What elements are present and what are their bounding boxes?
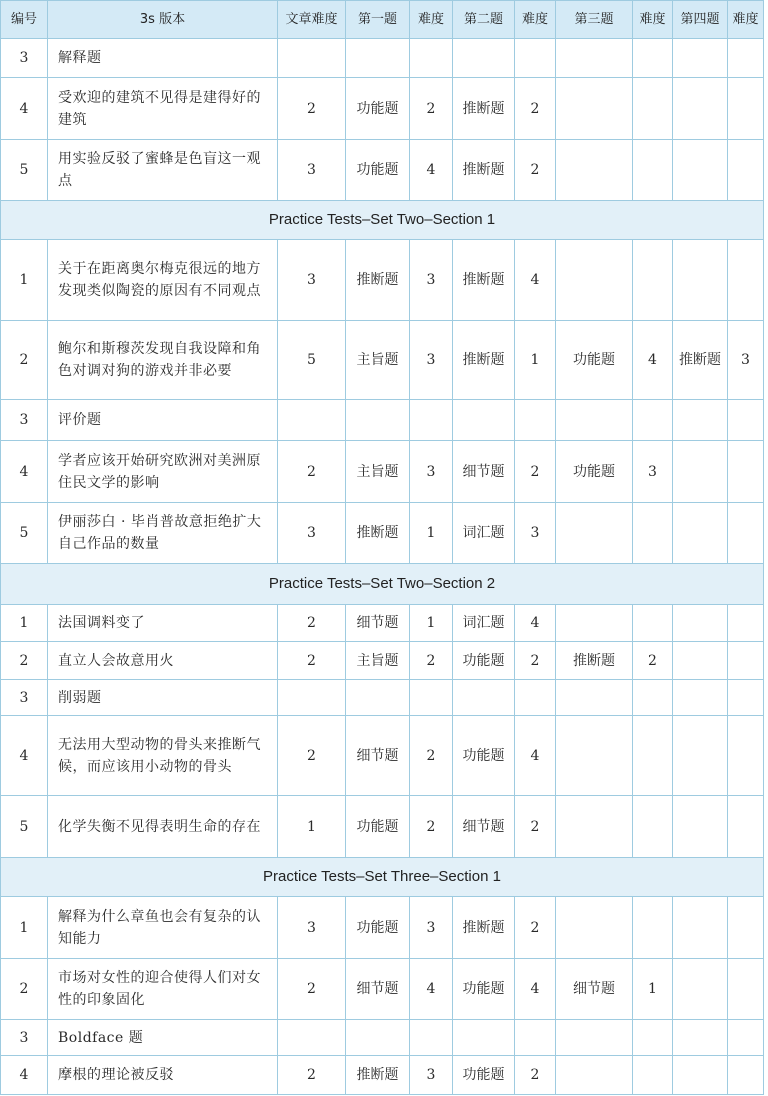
article-difficulty: 1 <box>278 796 346 858</box>
q1-difficulty: 1 <box>410 503 453 564</box>
row-number: 4 <box>1 1056 48 1095</box>
q2-difficulty: 3 <box>515 503 556 564</box>
q2-type: 推断题 <box>453 140 515 201</box>
q1-difficulty: 4 <box>410 140 453 201</box>
header-q3-difficulty: 难度 <box>633 1 673 39</box>
q3-type: 功能题 <box>556 441 633 503</box>
q4-difficulty <box>728 78 764 140</box>
q4-difficulty <box>728 240 764 321</box>
article-difficulty <box>278 400 346 441</box>
article-difficulty: 2 <box>278 78 346 140</box>
q4-difficulty <box>728 897 764 959</box>
q3-type: 功能题 <box>556 321 633 400</box>
q4-type <box>673 1020 728 1056</box>
row-title: 用实验反驳了蜜蜂是色盲这一观点 <box>48 140 278 201</box>
q3-type: 细节题 <box>556 959 633 1020</box>
q3-difficulty <box>633 503 673 564</box>
q4-difficulty <box>728 1020 764 1056</box>
q2-type <box>453 680 515 716</box>
q2-difficulty <box>515 1020 556 1056</box>
q4-type <box>673 959 728 1020</box>
q3-type <box>556 240 633 321</box>
table-row <box>1 441 764 503</box>
article-difficulty <box>278 39 346 78</box>
q2-type <box>453 39 515 78</box>
q2-type: 细节题 <box>453 441 515 503</box>
row-title: 解释题 <box>48 39 278 78</box>
q1-type <box>346 400 410 441</box>
row-title: 摩根的理论被反驳 <box>48 1056 278 1095</box>
q2-type: 推断题 <box>453 321 515 400</box>
q4-difficulty <box>728 441 764 503</box>
q3-difficulty <box>633 796 673 858</box>
q4-type <box>673 78 728 140</box>
row-number: 1 <box>1 605 48 642</box>
table-row <box>1 642 764 680</box>
q4-difficulty <box>728 400 764 441</box>
q1-type: 功能题 <box>346 796 410 858</box>
q2-type: 细节题 <box>453 796 515 858</box>
article-difficulty <box>278 1020 346 1056</box>
row-number: 3 <box>1 400 48 441</box>
q1-difficulty <box>410 400 453 441</box>
q2-type: 词汇题 <box>453 503 515 564</box>
row-number: 2 <box>1 642 48 680</box>
table-row <box>1 1020 764 1056</box>
header-version: 3s 版本 <box>48 1 278 39</box>
q1-type: 细节题 <box>346 959 410 1020</box>
q2-difficulty <box>515 39 556 78</box>
q1-difficulty: 3 <box>410 441 453 503</box>
table-row <box>1 680 764 716</box>
q2-type: 功能题 <box>453 959 515 1020</box>
row-number: 4 <box>1 441 48 503</box>
q1-type: 主旨题 <box>346 321 410 400</box>
q4-type: 推断题 <box>673 321 728 400</box>
q1-difficulty: 3 <box>410 240 453 321</box>
q4-type <box>673 503 728 564</box>
q3-type <box>556 897 633 959</box>
row-title: 市场对女性的迎合使得人们对女性的印象固化 <box>48 959 278 1020</box>
q3-type <box>556 1056 633 1095</box>
row-number: 4 <box>1 716 48 796</box>
q4-difficulty <box>728 796 764 858</box>
q3-difficulty <box>633 680 673 716</box>
header-q3: 第三题 <box>556 1 633 39</box>
section-title: Practice Tests–Set Two–Section 2 <box>1 564 764 605</box>
q1-type: 推断题 <box>346 240 410 321</box>
row-number: 3 <box>1 39 48 78</box>
q2-type: 功能题 <box>453 642 515 680</box>
article-difficulty: 3 <box>278 240 346 321</box>
table-row <box>1 716 764 796</box>
table-row <box>1 605 764 642</box>
row-title: Boldface 题 <box>48 1020 278 1056</box>
q1-type: 功能题 <box>346 78 410 140</box>
q2-difficulty: 4 <box>515 605 556 642</box>
section-title: Practice Tests–Set Two–Section 1 <box>1 201 764 240</box>
q2-type: 功能题 <box>453 1056 515 1095</box>
row-title: 关于在距离奥尔梅克很远的地方发现类似陶瓷的原因有不同观点 <box>48 240 278 321</box>
q3-difficulty <box>633 240 673 321</box>
q1-type: 细节题 <box>346 716 410 796</box>
q4-difficulty <box>728 605 764 642</box>
row-title: 削弱题 <box>48 680 278 716</box>
table-row <box>1 321 764 400</box>
row-number: 5 <box>1 503 48 564</box>
q1-type <box>346 680 410 716</box>
row-title: 受欢迎的建筑不见得是建得好的建筑 <box>48 78 278 140</box>
q2-difficulty: 2 <box>515 140 556 201</box>
q2-type <box>453 1020 515 1056</box>
q1-difficulty: 4 <box>410 959 453 1020</box>
q3-difficulty: 3 <box>633 441 673 503</box>
header-q1: 第一题 <box>346 1 410 39</box>
table-row <box>1 240 764 321</box>
q2-difficulty: 4 <box>515 716 556 796</box>
table-row <box>1 503 764 564</box>
q1-difficulty <box>410 680 453 716</box>
q4-difficulty: 3 <box>728 321 764 400</box>
q4-difficulty <box>728 642 764 680</box>
article-difficulty: 3 <box>278 897 346 959</box>
q4-difficulty <box>728 959 764 1020</box>
table-row <box>1 1056 764 1095</box>
table-row <box>1 400 764 441</box>
q1-difficulty: 2 <box>410 78 453 140</box>
q3-difficulty <box>633 39 673 78</box>
q4-type <box>673 642 728 680</box>
header-article-difficulty: 文章难度 <box>278 1 346 39</box>
q3-type <box>556 140 633 201</box>
q4-type <box>673 897 728 959</box>
q2-difficulty: 2 <box>515 78 556 140</box>
article-difficulty: 2 <box>278 716 346 796</box>
q1-type: 主旨题 <box>346 441 410 503</box>
row-number: 5 <box>1 796 48 858</box>
q3-type <box>556 1020 633 1056</box>
row-title: 评价题 <box>48 400 278 441</box>
table-row <box>1 140 764 201</box>
q2-type: 推断题 <box>453 240 515 321</box>
q1-type: 功能题 <box>346 140 410 201</box>
q4-difficulty <box>728 716 764 796</box>
q1-type: 推断题 <box>346 1056 410 1095</box>
header-q2: 第二题 <box>453 1 515 39</box>
row-title: 学者应该开始研究欧洲对美洲原住民文学的影响 <box>48 441 278 503</box>
header-q4: 第四题 <box>673 1 728 39</box>
q3-difficulty <box>633 78 673 140</box>
q3-type <box>556 716 633 796</box>
q3-difficulty <box>633 897 673 959</box>
q2-difficulty <box>515 680 556 716</box>
row-title: 解释为什么章鱼也会有复杂的认知能力 <box>48 897 278 959</box>
q3-difficulty: 1 <box>633 959 673 1020</box>
table-row <box>1 959 764 1020</box>
q1-type: 细节题 <box>346 605 410 642</box>
q1-difficulty <box>410 1020 453 1056</box>
q2-difficulty <box>515 400 556 441</box>
q3-type: 推断题 <box>556 642 633 680</box>
article-difficulty: 2 <box>278 642 346 680</box>
q1-difficulty: 3 <box>410 321 453 400</box>
row-number: 3 <box>1 1020 48 1056</box>
q1-difficulty: 1 <box>410 605 453 642</box>
q3-type <box>556 605 633 642</box>
row-number: 2 <box>1 321 48 400</box>
q4-difficulty <box>728 140 764 201</box>
q3-difficulty <box>633 140 673 201</box>
table-row <box>1 39 764 78</box>
q3-type <box>556 503 633 564</box>
header-row <box>1 1 764 39</box>
q1-type: 功能题 <box>346 897 410 959</box>
q1-difficulty: 2 <box>410 796 453 858</box>
row-title: 伊丽莎白 · 毕肖普故意拒绝扩大自己作品的数量 <box>48 503 278 564</box>
q4-difficulty <box>728 1056 764 1095</box>
q1-difficulty: 3 <box>410 1056 453 1095</box>
q2-difficulty: 2 <box>515 796 556 858</box>
q4-type <box>673 796 728 858</box>
article-difficulty: 2 <box>278 605 346 642</box>
q4-difficulty <box>728 503 764 564</box>
q4-type <box>673 680 728 716</box>
q1-type <box>346 1020 410 1056</box>
q2-type: 推断题 <box>453 897 515 959</box>
q3-type <box>556 680 633 716</box>
table-row <box>1 897 764 959</box>
article-difficulty: 3 <box>278 140 346 201</box>
q2-difficulty: 2 <box>515 1056 556 1095</box>
section-header-row <box>1 858 764 897</box>
q1-type: 主旨题 <box>346 642 410 680</box>
q4-type <box>673 400 728 441</box>
article-difficulty: 2 <box>278 1056 346 1095</box>
q2-difficulty: 4 <box>515 240 556 321</box>
q3-difficulty <box>633 716 673 796</box>
q3-difficulty: 4 <box>633 321 673 400</box>
header-number: 编号 <box>1 1 48 39</box>
q2-difficulty: 1 <box>515 321 556 400</box>
q2-difficulty: 4 <box>515 959 556 1020</box>
q1-type <box>346 39 410 78</box>
q1-type: 推断题 <box>346 503 410 564</box>
section-header-row <box>1 564 764 605</box>
q3-type <box>556 796 633 858</box>
row-number: 2 <box>1 959 48 1020</box>
row-number: 5 <box>1 140 48 201</box>
row-title: 化学失衡不见得表明生命的存在 <box>48 796 278 858</box>
q4-type <box>673 240 728 321</box>
table-row <box>1 78 764 140</box>
row-title: 直立人会故意用火 <box>48 642 278 680</box>
row-title: 无法用大型动物的骨头来推断气候，而应该用小动物的骨头 <box>48 716 278 796</box>
q3-difficulty <box>633 1020 673 1056</box>
q3-type <box>556 78 633 140</box>
q1-difficulty <box>410 39 453 78</box>
q2-type: 功能题 <box>453 716 515 796</box>
q3-type <box>556 39 633 78</box>
row-number: 3 <box>1 680 48 716</box>
q4-type <box>673 39 728 78</box>
article-difficulty: 2 <box>278 959 346 1020</box>
row-title: 法国调料变了 <box>48 605 278 642</box>
article-difficulty: 2 <box>278 441 346 503</box>
article-difficulty <box>278 680 346 716</box>
q3-difficulty: 2 <box>633 642 673 680</box>
q2-difficulty: 2 <box>515 642 556 680</box>
row-number: 1 <box>1 897 48 959</box>
q3-difficulty <box>633 1056 673 1095</box>
q3-difficulty <box>633 605 673 642</box>
section-header-row <box>1 201 764 240</box>
q1-difficulty: 2 <box>410 642 453 680</box>
table-body <box>1 39 764 1095</box>
row-number: 1 <box>1 240 48 321</box>
q4-type <box>673 716 728 796</box>
q4-type <box>673 1056 728 1095</box>
q2-type <box>453 400 515 441</box>
section-title: Practice Tests–Set Three–Section 1 <box>1 858 764 897</box>
q2-difficulty: 2 <box>515 897 556 959</box>
q4-type <box>673 441 728 503</box>
q1-difficulty: 3 <box>410 897 453 959</box>
q2-difficulty: 2 <box>515 441 556 503</box>
q2-type: 推断题 <box>453 78 515 140</box>
row-title: 鲍尔和斯穆茨发现自我设障和角色对调对狗的游戏并非必要 <box>48 321 278 400</box>
q4-type <box>673 140 728 201</box>
q4-difficulty <box>728 680 764 716</box>
q1-difficulty: 2 <box>410 716 453 796</box>
q2-type: 词汇题 <box>453 605 515 642</box>
table-row <box>1 796 764 858</box>
row-number: 4 <box>1 78 48 140</box>
article-difficulty: 3 <box>278 503 346 564</box>
header-q1-difficulty: 难度 <box>410 1 453 39</box>
q3-difficulty <box>633 400 673 441</box>
header-q2-difficulty: 难度 <box>515 1 556 39</box>
header-q4-difficulty: 难度 <box>728 1 764 39</box>
q4-difficulty <box>728 39 764 78</box>
article-difficulty: 5 <box>278 321 346 400</box>
q4-type <box>673 605 728 642</box>
q3-type <box>556 400 633 441</box>
